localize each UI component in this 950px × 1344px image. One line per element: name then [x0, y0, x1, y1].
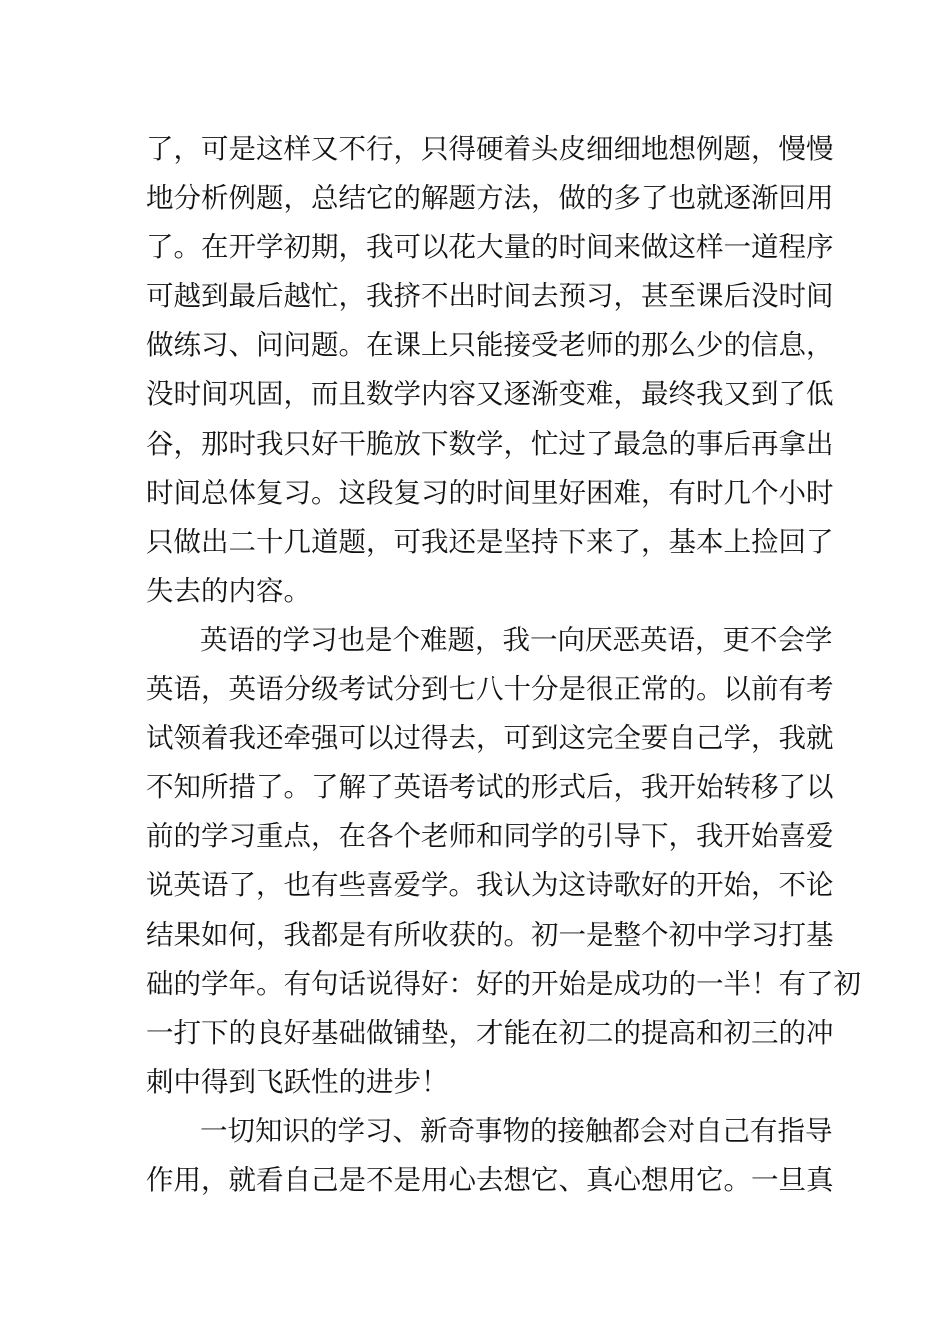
text-line: 只做出二十几道题，可我还是坚持下来了，基本上捡回了: [146, 525, 834, 558]
text-line: 时间总体复习。这段复习的时间里好困难，有时几个小时: [146, 476, 834, 509]
text-line: 不知所措了。了解了英语考试的形式后，我开始转移了以: [146, 771, 834, 804]
text-line: 没时间巩固，而且数学内容又逐渐变难，最终我又到了低: [146, 378, 834, 411]
text-line: 刺中得到飞跃性的进步！: [146, 1065, 449, 1098]
text-line: 前的学习重点，在各个老师和同学的引导下，我开始喜爱: [146, 820, 834, 853]
text-line: 英语，英语分级考试分到七八十分是很正常的。以前有考: [146, 673, 834, 706]
text-line: 作用，就看自己是不是用心去想它、真心想用它。一旦真: [146, 1163, 834, 1196]
text-line: 了。在开学初期，我可以花大量的时间来做这样一道程序: [146, 231, 834, 264]
paragraph-first-line: 一切知识的学习、新奇事物的接触都会对自己有指导: [200, 1114, 833, 1147]
text-line: 了，可是这样又不行，只得硬着头皮细细地想例题，慢慢: [146, 133, 834, 165]
text-line: 地分析例题，总结它的解题方法，做的多了也就逐渐回用: [146, 182, 834, 215]
text-line: 做练习、问问题。在课上只能接受老师的那么少的信息，: [146, 329, 834, 362]
text-line: 一打下的良好基础做铺垫，才能在初二的提高和初三的冲: [146, 1016, 834, 1049]
text-line: 谷，那时我只好干脆放下数学，忙过了最急的事后再拿出: [146, 427, 834, 460]
text-line: 结果如何，我都是有所收获的。初一是整个初中学习打基: [146, 918, 834, 951]
text-line: 可越到最后越忙，我挤不出时间去预习，甚至课后没时间: [146, 280, 834, 313]
text-line: 础的学年。有句话说得好：好的开始是成功的一半！有了初: [146, 967, 861, 1000]
paragraph-first-line: 英语的学习也是个难题，我一向厌恶英语，更不会学: [200, 623, 833, 656]
document-body: [146, 125, 861, 1205]
text-line: 说英语了，也有些喜爱学。我认为这诗歌好的开始，不论: [146, 869, 834, 902]
text-line: 失去的内容。: [146, 574, 311, 607]
text-line: 试领着我还牵强可以过得去，可到这完全要自己学，我就: [146, 722, 834, 755]
